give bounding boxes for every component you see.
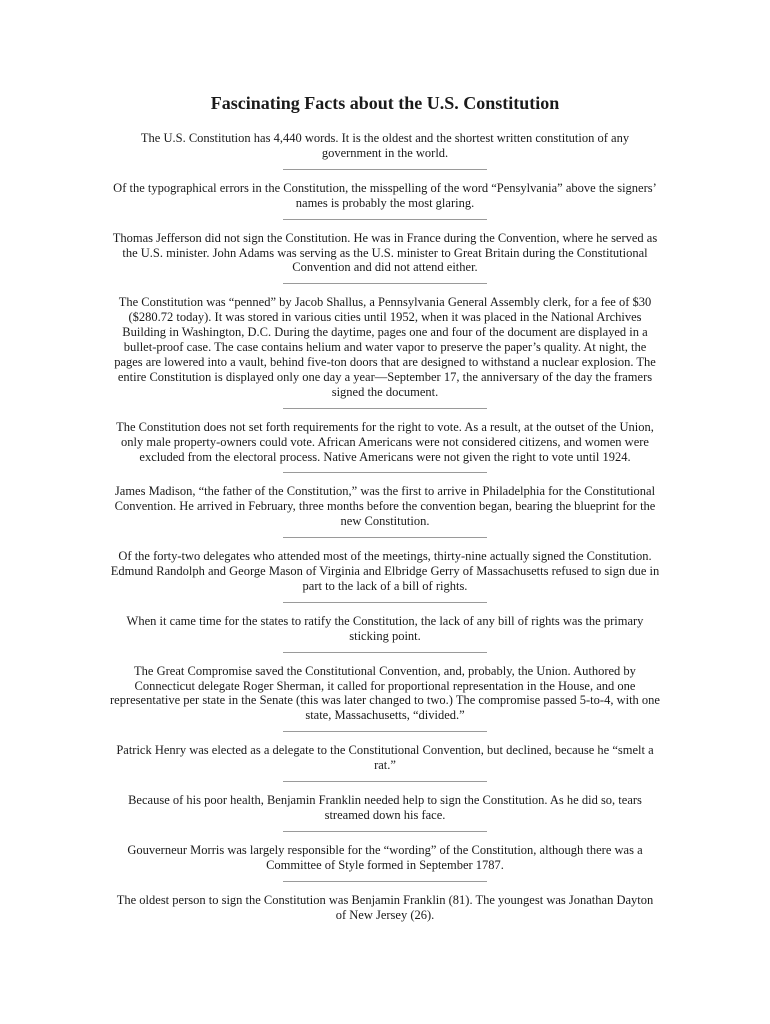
section-divider xyxy=(283,781,487,782)
section-divider xyxy=(283,169,487,170)
section-divider xyxy=(283,731,487,732)
fact-paragraph: Because of his poor health, Benjamin Franklin needed help to sign the Constitution. As he did so, tears streamed down his face. xyxy=(128,793,642,822)
section-divider xyxy=(283,537,487,538)
fact-paragraph: Patrick Henry was elected as a delegate to the Constitutional Convention, but declined, because he “smelt a rat.” xyxy=(116,743,654,773)
fact-paragraph: The Constitution was “penned” by Jacob Shallus, a Pennsylvania General Assembly clerk, for a fee of $30 ($280.72 today). It was stored in various cities until 1952, when it was placed in the National Archives Building in Washington, D.C. During the daytime, pages one and four of the document are displayed in a bullet-proof case. The case contains helium and water vapor to preserve the paper’s quality. At night, the pages are lowered into a vault, behind five-ton doors that are designed to withstand a nuclear explosion. The entire Constitution is displayed only one day a year—September 17, the anniversary of the day the framers signed the document. xyxy=(114,295,656,399)
section-divider xyxy=(283,283,487,284)
fact-paragraph: Of the forty-two delegates who attended most of the meetings, thirty-nine actually signed the Constitution. Edmund Randolph and George Mason of Virginia and Elbridge Gerry of Massachusetts refused to sign due in part to the lack of a bill of rights. xyxy=(110,549,660,593)
fact-paragraph: James Madison, “the father of the Constitution,” was the first to arrive in Philadelphia for the Constitutional Convention. He arrived in February, three months before the convention began, bearing the blueprint for the new Constitution. xyxy=(114,484,656,529)
fact-paragraph: Thomas Jefferson did not sign the Constitution. He was in France during the Convention, where he served as the U.S. minister. John Adams was serving as the U.S. minister to Great Britain during the Constitutional Convention and did not attend either. xyxy=(112,230,658,275)
fact-paragraph: The Constitution does not set forth requirements for the right to vote. As a result, at the outset of the Union, only male property-owners could vote. African Americans were not considered citizens, and women were excluded from the electoral process. Native Americans were not given the right to vote until 1924. xyxy=(116,419,654,464)
section-divider xyxy=(283,408,487,409)
page-title: Fascinating Facts about the U.S. Constitution xyxy=(210,93,560,113)
facts-list xyxy=(110,131,660,923)
section-divider xyxy=(283,472,487,473)
section-divider xyxy=(283,831,487,832)
fact-paragraph: The Great Compromise saved the Constitutional Convention, and, probably, the Union. Authored by Connecticut delegate Roger Sherman, it called for proportional representation in the House, and one representative per state in the Senate (this was later changed to two.) The compromise passed 5-to-4, with one state, Massachusetts, “divided.” xyxy=(110,663,660,723)
section-divider xyxy=(283,652,487,653)
section-divider xyxy=(283,219,487,220)
fact-paragraph: When it came time for the states to ratify the Constitution, the lack of any bill of rights was the primary sticking point. xyxy=(126,613,644,643)
fact-paragraph: Gouverneur Morris was largely responsible for the “wording” of the Constitution, although there was a Committee of Style formed in September 1787. xyxy=(127,842,643,872)
fact-paragraph: The oldest person to sign the Constitution was Benjamin Franklin (81). The youngest was Jonathan Dayton of New Jersey (26). xyxy=(116,892,654,922)
section-divider xyxy=(283,881,487,882)
section-divider xyxy=(283,602,487,603)
fact-paragraph: The U.S. Constitution has 4,440 words. It is the oldest and the shortest written constitution of any government in the world. xyxy=(140,131,630,160)
fact-paragraph: Of the typographical errors in the Constitution, the misspelling of the word “Pensylvania” above the signers’ names is probably the most glaring. xyxy=(113,180,657,210)
